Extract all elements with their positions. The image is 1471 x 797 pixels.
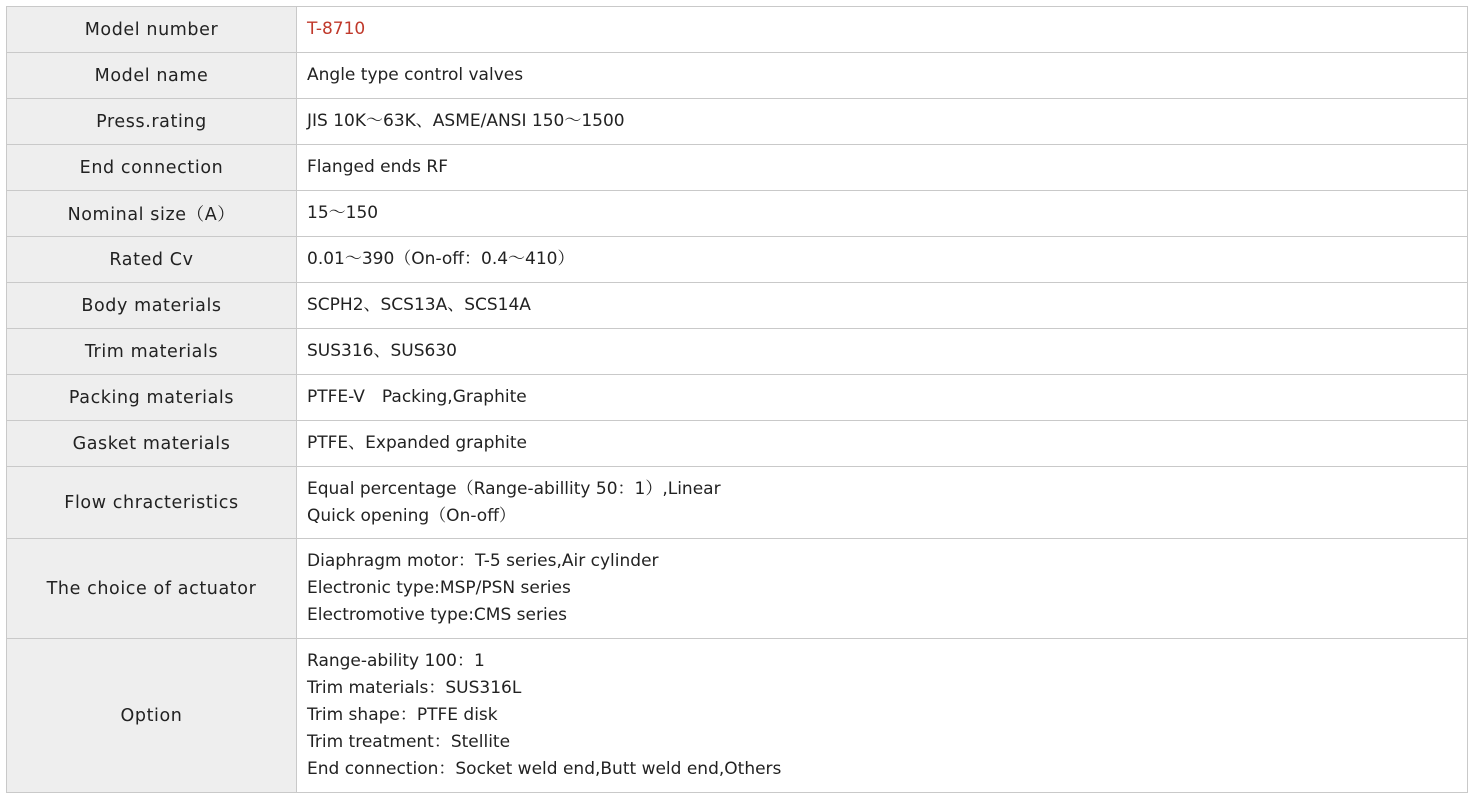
- table-row: [7, 7, 1468, 53]
- value-line: PTFE、Expanded graphite: [307, 433, 527, 453]
- row-value-model-number: [297, 7, 1468, 53]
- row-label-gasket-materials: Gasket materials: [7, 421, 297, 467]
- value-line: SCPH2、SCS13A、SCS14A: [307, 295, 531, 315]
- value-line: Angle type control valves: [307, 65, 524, 85]
- value-line: Diaphragm motor：T-5 series,Air cylinder: [307, 551, 659, 571]
- row-value-rated-cv: [297, 237, 1468, 283]
- table-row: [7, 99, 1468, 145]
- table-row: [7, 639, 1468, 793]
- value-line: Electronic type:MSP/PSN series: [307, 578, 571, 598]
- value-line: Electromotive type:CMS series: [307, 605, 568, 625]
- row-label-press-rating: Press.rating: [7, 99, 297, 145]
- value-line: Trim treatment：Stellite: [307, 732, 511, 752]
- value-line: End connection：Socket weld end,Butt weld end,Others: [307, 759, 782, 779]
- row-value-body-materials: [297, 283, 1468, 329]
- row-value-model-name: [297, 53, 1468, 99]
- row-value-end-connection: [297, 145, 1468, 191]
- row-label-trim-materials: Trim materials: [7, 329, 297, 375]
- row-label-packing-materials: Packing materials: [7, 375, 297, 421]
- row-label-model-name: Model name: [7, 53, 297, 99]
- row-label-model-number: Model number: [7, 7, 297, 53]
- value-line: Equal percentage（Range-abillity 50：1）,Linear: [307, 478, 721, 499]
- spec-table: [6, 6, 1468, 793]
- value-line: Trim materials：SUS316L: [307, 678, 522, 698]
- value-line: JIS 10K〜63K、ASME/ANSI 150〜1500: [307, 111, 625, 131]
- table-row: [7, 375, 1468, 421]
- row-label-actuator-choice: The choice of actuator: [7, 539, 297, 639]
- value-line: Range-ability 100：1: [307, 651, 485, 671]
- row-value-option: [297, 639, 1468, 793]
- table-row: [7, 467, 1468, 539]
- row-label-option: Option: [7, 639, 297, 793]
- row-value-nominal-size: [297, 191, 1468, 237]
- row-value-flow-characteristics: [297, 467, 1468, 539]
- row-value-packing-materials: [297, 375, 1468, 421]
- value-line: Quick opening（On-off）: [307, 505, 516, 526]
- row-value-press-rating: [297, 99, 1468, 145]
- row-label-nominal-size: Nominal size（A）: [7, 191, 297, 237]
- table-row: [7, 53, 1468, 99]
- table-row: [7, 283, 1468, 329]
- value-line: 0.01〜390（On-off：0.4〜410）: [307, 249, 575, 269]
- row-value-actuator-choice: [297, 539, 1468, 639]
- row-value-trim-materials: [297, 329, 1468, 375]
- value-line: 15〜150: [307, 203, 379, 223]
- value-line: SUS316、SUS630: [307, 341, 457, 361]
- row-label-body-materials: Body materials: [7, 283, 297, 329]
- row-value-gasket-materials: [297, 421, 1468, 467]
- table-row: [7, 329, 1468, 375]
- row-label-rated-cv: Rated Cv: [7, 237, 297, 283]
- value-line: T-8710: [307, 19, 366, 39]
- table-row: [7, 145, 1468, 191]
- table-row: [7, 191, 1468, 237]
- value-line: PTFE-V Packing,Graphite: [307, 387, 527, 407]
- value-line: Flanged ends RF: [307, 157, 449, 177]
- row-label-end-connection: End connection: [7, 145, 297, 191]
- table-row: [7, 421, 1468, 467]
- table-row: [7, 237, 1468, 283]
- value-line: Trim shape：PTFE disk: [307, 705, 498, 725]
- table-row: [7, 539, 1468, 639]
- row-label-flow-characteristics: Flow chracteristics: [7, 467, 297, 539]
